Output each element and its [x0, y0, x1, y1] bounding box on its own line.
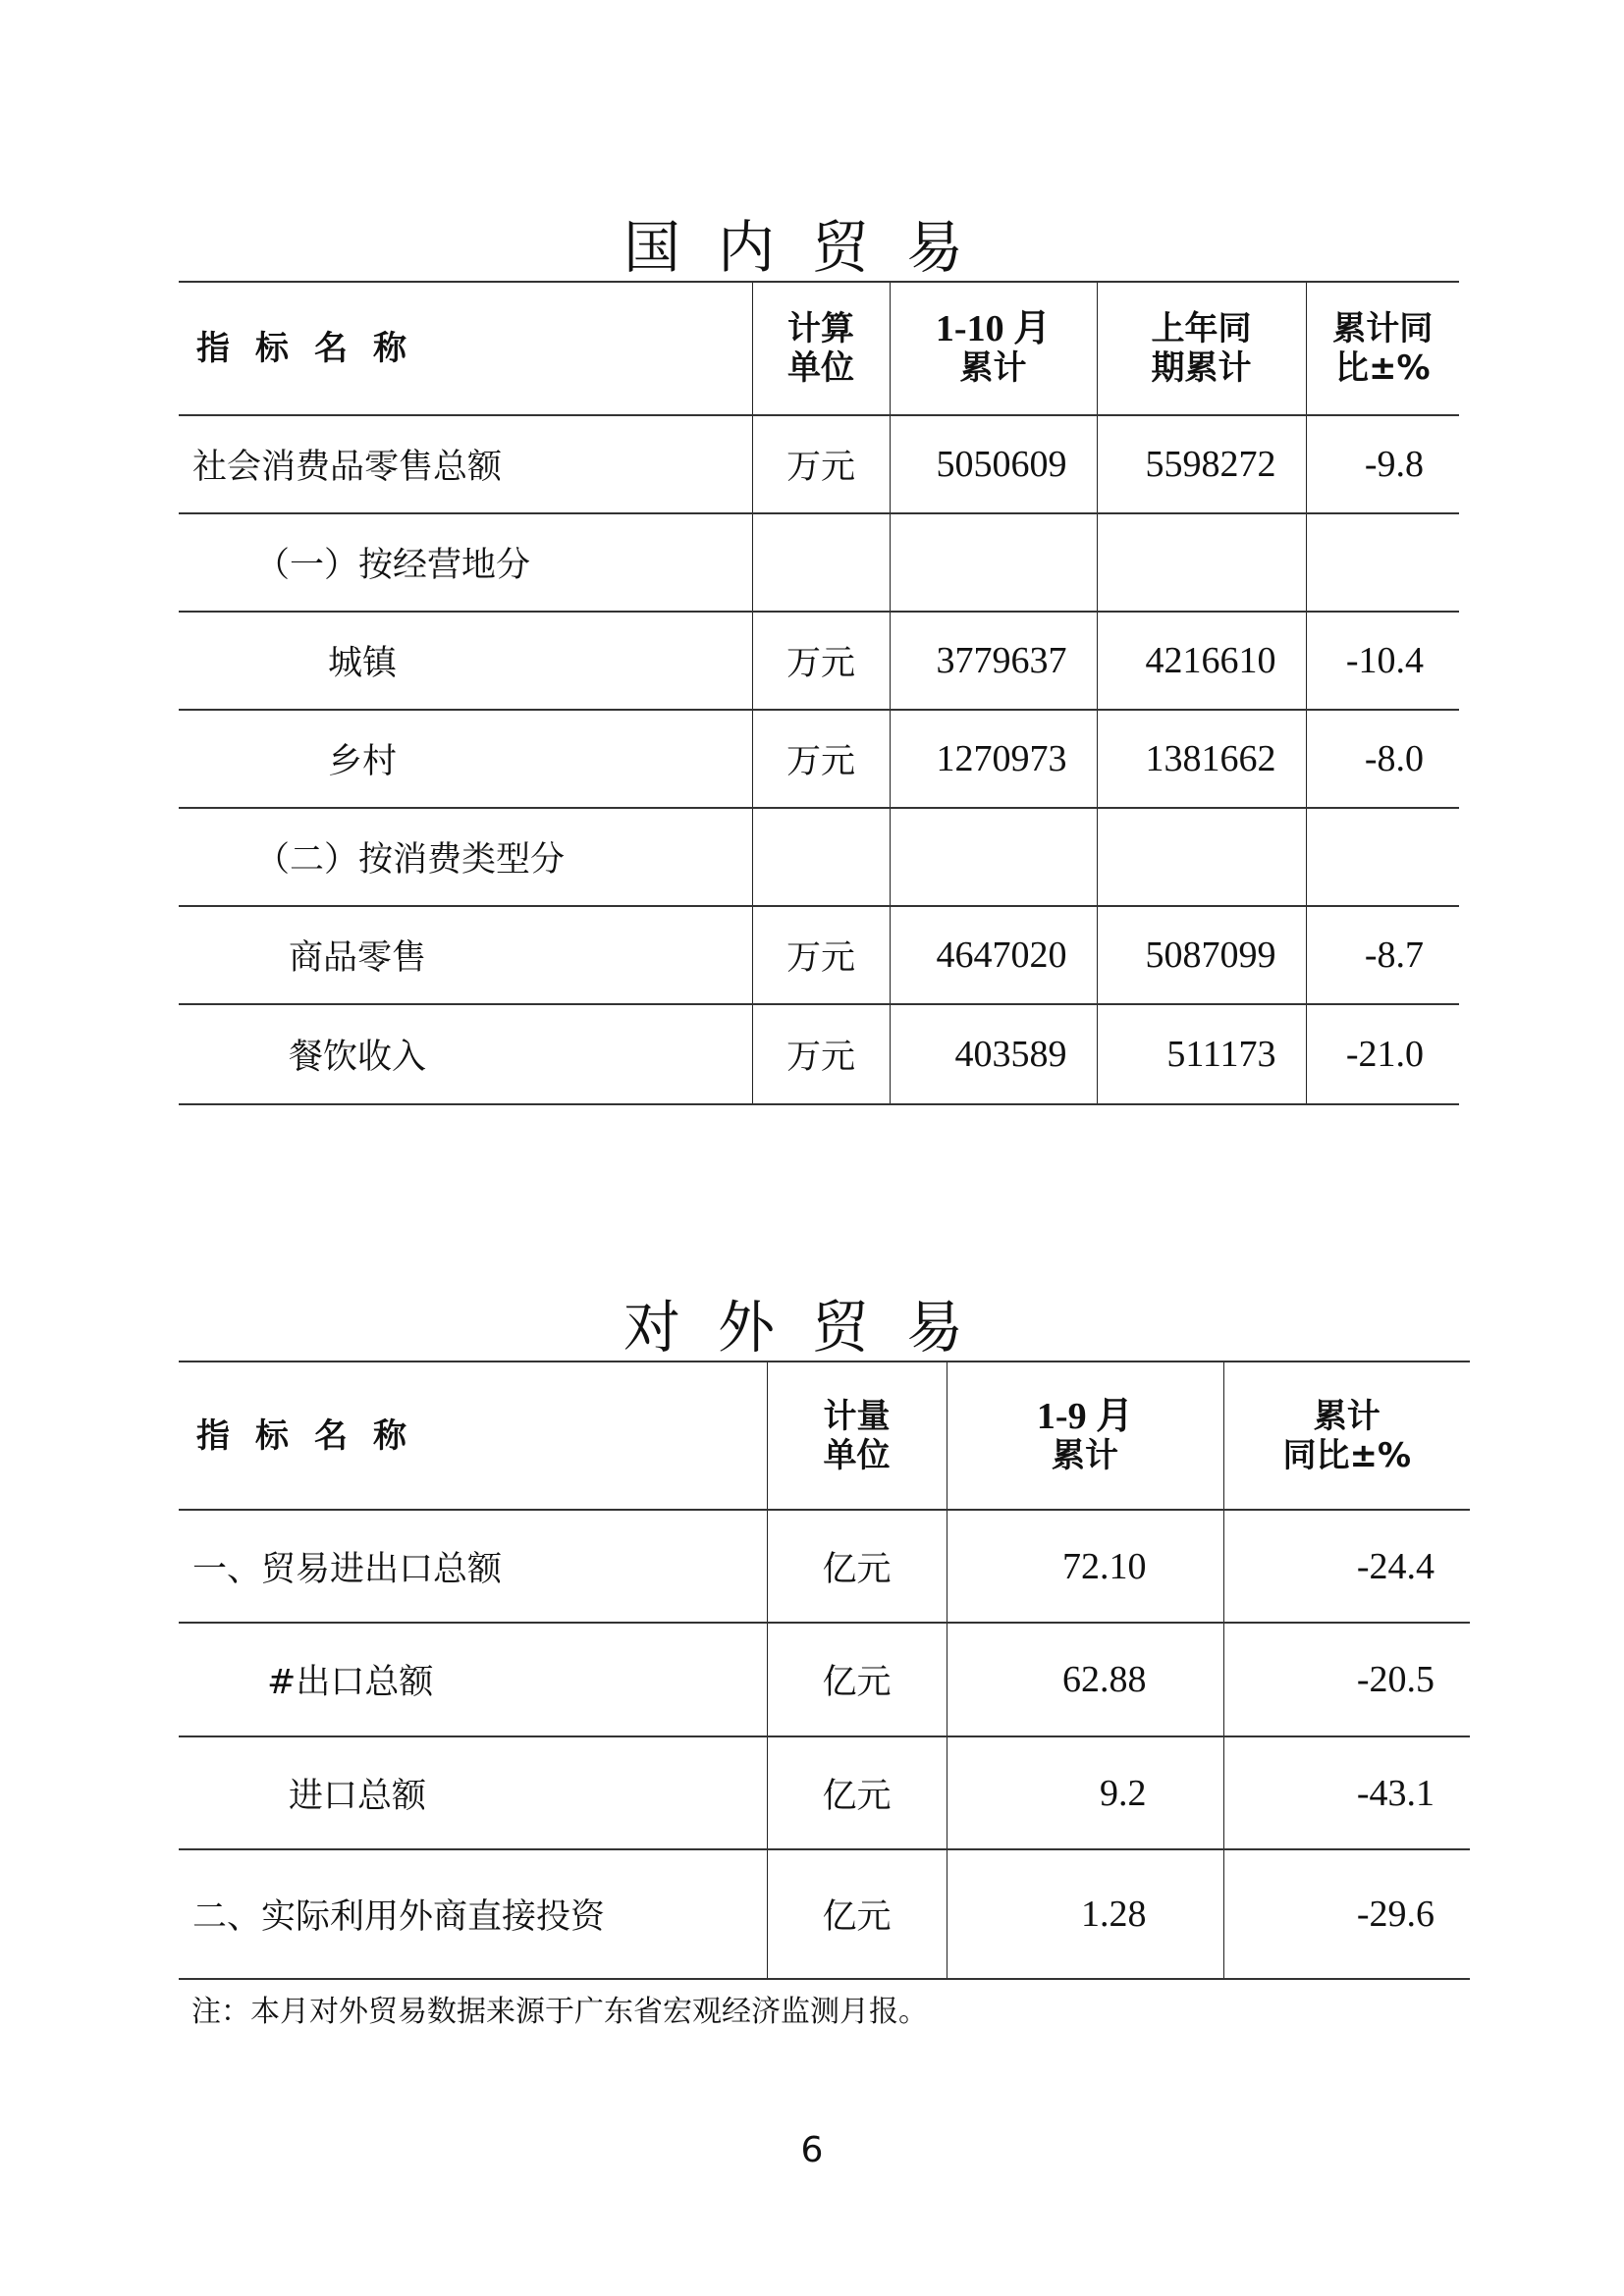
yoy-value [1306, 513, 1459, 612]
domestic-trade-title: 国内贸易 [623, 214, 1001, 281]
indicator-name: 社会消费品零售总额 [179, 415, 752, 513]
current-value: 3779637 [890, 612, 1097, 710]
indicator-name: 二、实际利用外商直接投资 [179, 1849, 767, 1979]
unit-cell: 万元 [752, 710, 890, 808]
indicator-name: #出口总额 [179, 1623, 767, 1736]
domestic-trade-table [179, 281, 1459, 1105]
indicator-name: 一、贸易进出口总额 [179, 1510, 767, 1623]
previous-value: 511173 [1097, 1004, 1306, 1104]
yoy-value: -20.5 [1223, 1623, 1470, 1736]
header-text: 比±% [1334, 348, 1431, 388]
footnote: 注：本月对外贸易数据来源于广东省宏观经济监测月报。 [191, 1995, 928, 2029]
header-current-period [890, 282, 1097, 415]
header-text: 累计 [959, 348, 1027, 388]
header-indicator-name: 指标名称 [179, 1362, 767, 1510]
header-yoy [1223, 1362, 1470, 1510]
current-value [890, 513, 1097, 612]
header-text: 计算 [787, 309, 854, 348]
previous-value [1097, 513, 1306, 612]
yoy-value [1306, 808, 1459, 906]
indicator-name: 餐饮收入 [179, 1004, 752, 1104]
header-current-period [947, 1362, 1223, 1510]
table-row [179, 808, 1459, 906]
current-value: 9.2 [947, 1736, 1223, 1849]
previous-value: 5087099 [1097, 906, 1306, 1004]
yoy-value: -8.0 [1306, 710, 1459, 808]
unit-cell: 亿元 [767, 1510, 947, 1623]
current-value: 1270973 [890, 710, 1097, 808]
yoy-value: -10.4 [1306, 612, 1459, 710]
header-text: 累计 [1313, 1396, 1380, 1436]
indicator-name: （二）按消费类型分 [179, 808, 752, 906]
header-text: 单位 [823, 1435, 891, 1475]
previous-value: 4216610 [1097, 612, 1306, 710]
yoy-value: -24.4 [1223, 1510, 1470, 1623]
current-value: 403589 [890, 1004, 1097, 1104]
header-text: 累计 [1052, 1435, 1118, 1475]
yoy-value: -9.8 [1306, 415, 1459, 513]
table-row [179, 1623, 1470, 1736]
table-row [179, 710, 1459, 808]
yoy-value: -43.1 [1223, 1736, 1470, 1849]
header-yoy [1306, 282, 1459, 415]
foreign-trade-title: 对外贸易 [623, 1294, 1001, 1361]
table-row [179, 1849, 1470, 1979]
yoy-value: -21.0 [1306, 1004, 1459, 1104]
header-text: 期累计 [1151, 348, 1252, 388]
yoy-value: -8.7 [1306, 906, 1459, 1004]
unit-cell: 亿元 [767, 1736, 947, 1849]
table-row [179, 513, 1459, 612]
header-previous-period [1097, 282, 1306, 415]
unit-cell: 亿元 [767, 1849, 947, 1979]
foreign-trade-table [179, 1361, 1470, 1980]
header-text: 1-10 月 [935, 308, 1052, 349]
current-value: 72.10 [947, 1510, 1223, 1623]
unit-cell: 万元 [752, 612, 890, 710]
indicator-name: 商品零售 [179, 906, 752, 1004]
header-text: 单位 [787, 348, 854, 388]
header-text: 1-9 月 [1036, 1395, 1134, 1437]
indicator-name: 城镇 [179, 612, 752, 710]
header-row [179, 282, 1459, 415]
table-row [179, 1736, 1470, 1849]
page-number: 6 [800, 2130, 824, 2170]
current-value: 62.88 [947, 1623, 1223, 1736]
indicator-name: （一）按经营地分 [179, 513, 752, 612]
header-text: 累计同 [1332, 309, 1434, 348]
header-text: 上年同 [1151, 309, 1252, 348]
previous-value: 1381662 [1097, 710, 1306, 808]
unit-cell [752, 808, 890, 906]
table-row [179, 612, 1459, 710]
yoy-value: -29.6 [1223, 1849, 1470, 1979]
unit-cell: 万元 [752, 415, 890, 513]
current-value: 1.28 [947, 1849, 1223, 1979]
indicator-name: 乡村 [179, 710, 752, 808]
table-row [179, 1510, 1470, 1623]
unit-cell: 万元 [752, 906, 890, 1004]
current-value: 5050609 [890, 415, 1097, 513]
header-text: 计量 [823, 1396, 891, 1436]
current-value: 4647020 [890, 906, 1097, 1004]
unit-cell [752, 513, 890, 612]
table-row [179, 1004, 1459, 1104]
unit-cell: 亿元 [767, 1623, 947, 1736]
table-row [179, 415, 1459, 513]
header-unit [752, 282, 890, 415]
header-row [179, 1362, 1470, 1510]
unit-cell: 万元 [752, 1004, 890, 1104]
previous-value [1097, 808, 1306, 906]
table-row [179, 906, 1459, 1004]
current-value [890, 808, 1097, 906]
indicator-name: 进口总额 [179, 1736, 767, 1849]
previous-value: 5598272 [1097, 415, 1306, 513]
header-unit [767, 1362, 947, 1510]
header-text: 同比±% [1282, 1435, 1412, 1475]
header-indicator-name: 指标名称 [179, 282, 752, 415]
